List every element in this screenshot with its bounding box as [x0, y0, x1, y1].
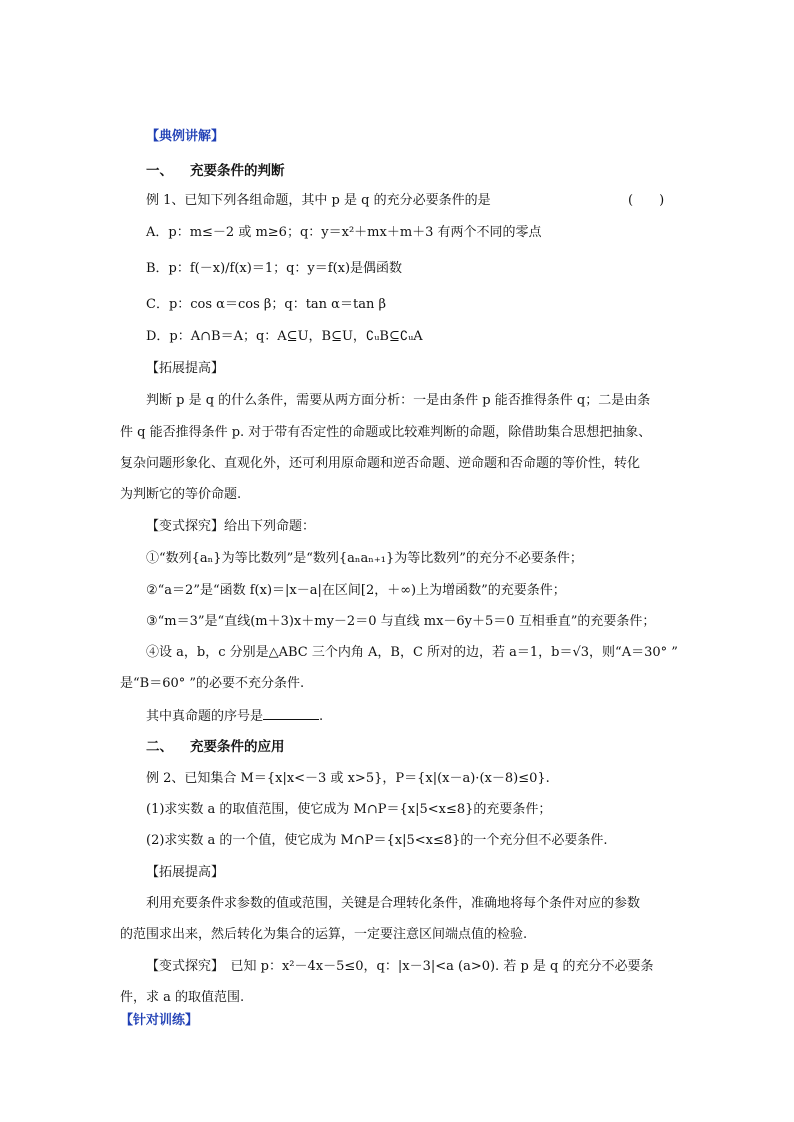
option-b: B．p：f(－x)/f(x)＝1；q：y＝f(x)是偶函数 [146, 261, 403, 276]
example-heading: 【典例讲解】 [146, 129, 225, 144]
section-2-number: 二、 [146, 739, 173, 755]
section-2-title: 充要条件的应用 [190, 739, 285, 755]
question-end: . [319, 709, 324, 724]
option-c: C．p：cos α＝cos β；q：tan α＝tan β [146, 297, 386, 312]
training-heading: 【针对训练】 [120, 1013, 199, 1028]
section-1-title: 充要条件的判断 [190, 163, 285, 179]
variant-2-line-2: 件，求 a 的取值范围. [120, 990, 245, 1005]
variant-1-item-2: ②“a＝2”是“函数 f(x)＝|x－a|在区间[2，＋∞)上为增函数”的充要条件； [146, 583, 566, 598]
option-d: D．p：A∩B＝A；q：A⊆U，B⊆U，∁ᵤB⊆∁ᵤA [146, 329, 423, 344]
example-2-part-2: (2)求实数 a 的一个值，使它成为 M∩P＝{x|5<x≤8}的一个充分但不必要条件. [146, 833, 608, 848]
variant-2-line-1: 【变式探究】 已知 p：x²－4x－5≤0，q：|x－3|<a (a>0). 若 p 是 q 的充分不必要条 [146, 959, 654, 974]
variant-1-heading: 【变式探究】给出下列命题： [146, 519, 316, 534]
extension-2-line: 的范围求出来，然后转化为集合的运算，一定要注意区间端点值的检验. [120, 927, 528, 942]
variant-1-item-4-line-1: ④设 a，b，c 分别是△ABC 三个内角 A，B，C 所对的边，若 a＝1，b＝√3，则“A＝30° ” [146, 645, 678, 660]
example-2-stem: 例 2、已知集合 M＝{x|x<－3 或 x>5}，P＝{x|(x－a)·(x－8)≤0}. [146, 771, 550, 786]
section-2-heading [146, 738, 285, 756]
variant-1-question [146, 706, 323, 726]
variant-1-item-3: ③“m＝3”是“直线(m＋3)x＋my－2＝0 与直线 mx－6y＋5＝0 互相垂直”的充要条件； [146, 614, 656, 629]
answer-blank[interactable] [263, 706, 319, 720]
answer-paren: ( ) [628, 193, 665, 208]
extension-1-line: 为判断它的等价命题. [120, 487, 242, 502]
option-a: A．p：m≤－2 或 m≥6；q：y＝x²＋mx＋m＋3 有两个不同的零点 [146, 225, 542, 240]
example-2-part-1: (1)求实数 a 的取值范围，使它成为 M∩P＝{x|5<x≤8}的充要条件； [146, 802, 552, 817]
extension-2-heading: 【拓展提高】 [146, 865, 225, 880]
extension-1-line: 件 q 能否推得条件 p. 对于带有否定性的命题或比较难判断的命题，除借助集合思想把抽象、 [120, 425, 652, 440]
variant-1-item-4-line-2: 是“B＝60° ”的必要不充分条件. [120, 676, 305, 691]
example-1-stem: 例 1、已知下列各组命题，其中 p 是 q 的充分必要条件的是 [146, 193, 491, 208]
section-1-number: 一、 [146, 163, 173, 179]
extension-1-line: 复杂问题形象化、直观化外，还可利用原命题和逆否命题、逆命题和否命题的等价性，转化 [120, 456, 641, 471]
extension-1-line: 判断 p 是 q 的什么条件，需要从两方面分析：一是由条件 p 能否推得条件 q；二是由条 [146, 393, 651, 408]
variant-1-item-1: ①“数列{aₙ}为等比数列”是“数列{aₙaₙ₊₁}为等比数列”的充分不必要条件； [146, 551, 583, 566]
question-text: 其中真命题的序号是 [146, 709, 264, 724]
extension-1-heading: 【拓展提高】 [146, 361, 225, 376]
section-1-heading [146, 162, 285, 180]
extension-2-line: 利用充要条件求参数的值或范围，关键是合理转化条件，准确地将每个条件对应的参数 [146, 896, 641, 911]
example-1-stem-row [146, 192, 666, 210]
